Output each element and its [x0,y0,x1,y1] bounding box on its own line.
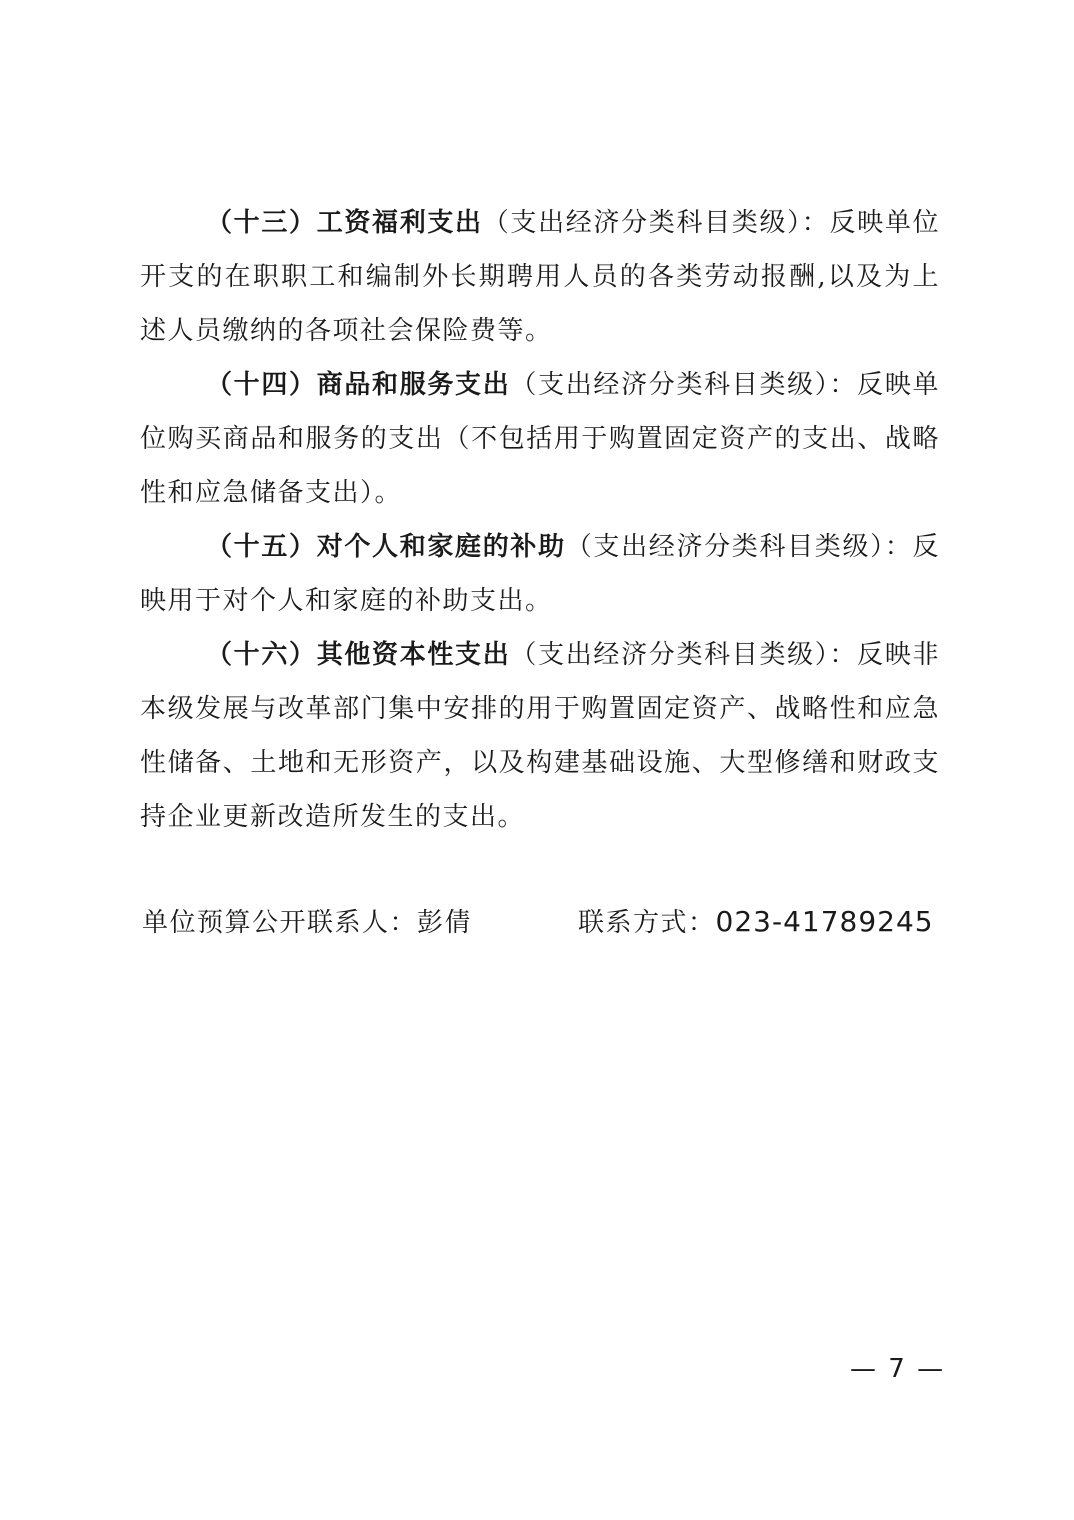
page-number: — 7 — [850,1354,946,1384]
body-text [140,196,940,844]
paragraph-heading: （十四）商品和服务支出 [206,370,511,400]
paragraph-16 [140,628,940,844]
paragraph-13 [140,196,940,358]
paragraph-body: （支出经济分类科目类级）：反映单位开支的在职职工和编制外长期聘用人员的各类劳动报酬,以及为上述人员缴纳的各项社会保险费等。 [140,208,940,346]
contact-phone-number: 023-41789245 [715,905,934,938]
contact-person [142,902,472,939]
paragraph-14 [140,358,940,520]
paragraph-body: （支出经济分类科目类级）：反映用于对个人和家庭的补助支出。 [140,532,940,616]
paragraph-heading: （十三）工资福利支出 [206,208,483,238]
contact-phone-label: 联系方式： [578,908,716,938]
paragraph-heading: （十六）其他资本性支出 [206,640,511,670]
contact-person-label: 单位预算公开联系人： [142,908,418,938]
paragraph-body: （支出经济分类科目类级）：反映单位购买商品和服务的支出（不包括用于购置固定资产的支出、战略性和应急储备支出）。 [140,370,940,508]
contact-line [142,902,942,946]
paragraph-heading: （十五）对个人和家庭的补助 [206,532,566,562]
paragraph-body: （支出经济分类科目类级）：反映非本级发展与改革部门集中安排的用于购置固定资产、战略性和应急性储备、土地和无形资产，以及构建基础设施、大型修缮和财政支持企业更新改造所发生的支出。 [140,640,940,832]
contact-phone [578,902,934,939]
paragraph-15 [140,520,940,628]
contact-person-name: 彭倩 [417,908,473,938]
